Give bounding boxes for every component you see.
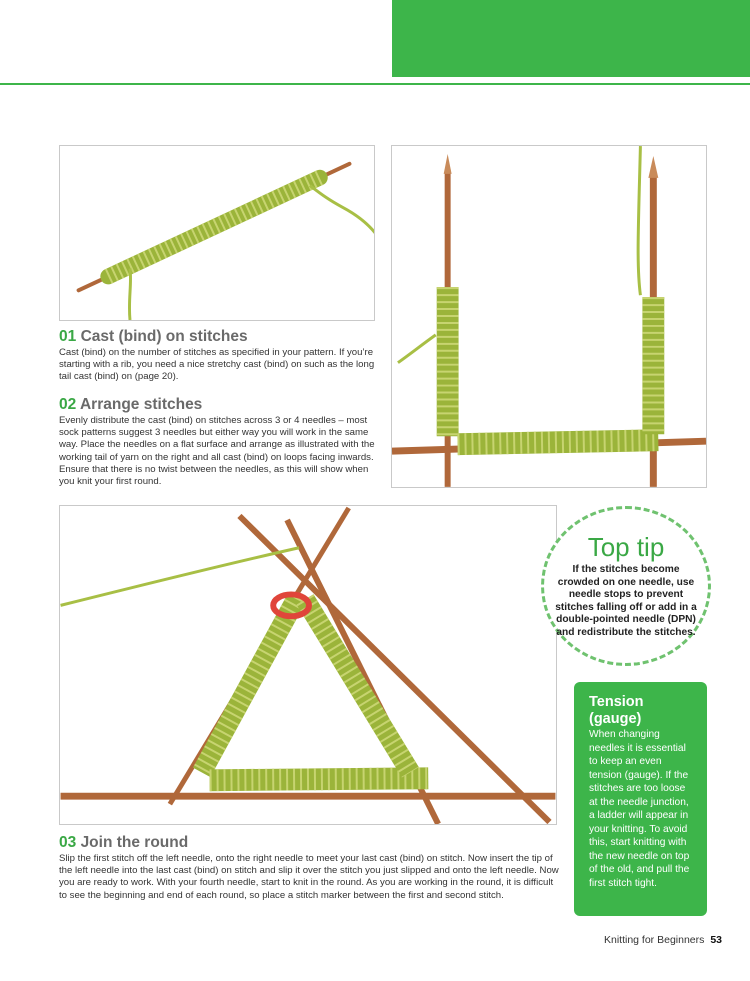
step-01	[59, 328, 375, 384]
step-02	[59, 396, 375, 488]
photo-join-illustration	[60, 506, 556, 824]
page-footer	[604, 934, 722, 946]
tension-title: Tension (gauge)	[589, 694, 644, 727]
page-number: 53	[710, 934, 722, 946]
top-tip-callout	[541, 506, 711, 666]
step-02-title: Arrange stitches	[79, 396, 203, 413]
top-tip-body: If the stitches become crowded on one needle, use needle stops to prevent stitches falling off or add in a double-pointed needle (DPN) and redistribute the stitches.	[555, 564, 697, 638]
photo-arrange-stitches	[391, 145, 707, 488]
step-01-number: 01	[59, 328, 77, 345]
step-03-title: Join the round	[80, 834, 189, 851]
step-03-body: Slip the first stitch off the left needle, onto the right needle to meet your last cast (bind) on stitch. Now insert the tip of the left needle into the last cast (bind) on stitch and slip it over the stitch you just slipped and onto the left needle. Now you are ready to work. With your fourth needle, start to knit in the round. As you are working in the round, it is difficult to see the beginning and end of each round, so place a stitch marker between the first and second stitch.	[59, 853, 559, 901]
footer-book-title: Knitting for Beginners	[603, 934, 705, 946]
step-01-title: Cast (bind) on stitches	[80, 328, 248, 345]
header-rule	[0, 83, 750, 85]
tension-sidebar	[574, 682, 707, 916]
step-03-heading	[59, 834, 559, 852]
step-02-body: Evenly distribute the cast (bind) on stitches across 3 or 4 needles – most sock patterns suggest 3 needles but either way you will work in the same way. Place the needles on a flat surface and arrange as illustrated with the working tail of yarn on the right and all cast (bind) on loops facing inwards. Ensure that there is no twist between the needles, as this will show when you knit your first round.	[59, 415, 375, 488]
tension-body: When changing needles it is essential to keep an even tension (gauge). If the stitches are too loose at the needle junction, a ladder will appear in your knitting. To avoid this, start knitting with the new needle on top of the old, and pull the first stitch tight.	[589, 729, 690, 889]
photo-cast-on	[59, 145, 375, 321]
step-03	[59, 834, 559, 902]
header-color-band	[392, 0, 750, 77]
top-tip-title: Top tip	[587, 532, 665, 562]
photo-join-round	[59, 505, 557, 825]
photo-cast-on-illustration	[60, 146, 374, 320]
photo-arrange-illustration	[392, 146, 706, 487]
step-02-number: 02	[59, 396, 77, 413]
step-02-heading	[59, 396, 375, 414]
step-03-number: 03	[59, 834, 77, 851]
step-01-body: Cast (bind) on the number of stitches as specified in your pattern. If you’re starting with a rib, you need a nice stretchy cast (bind) on such as the long tail cast (bind) on (page 20).	[59, 347, 375, 383]
step-01-heading	[59, 328, 375, 346]
